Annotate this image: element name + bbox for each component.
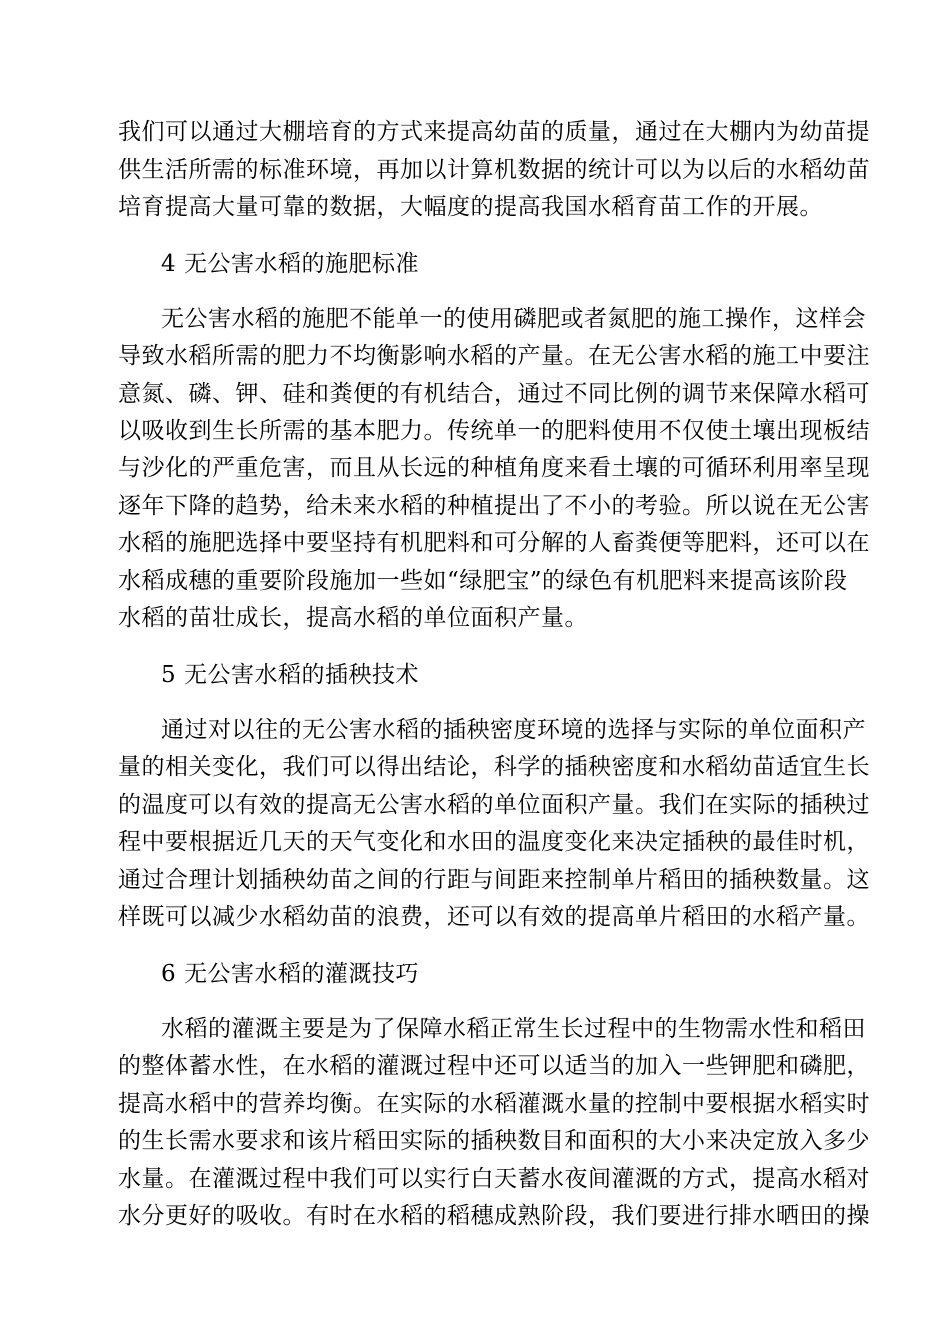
- text-line: 培育提高大量可靠的数据，大幅度的提高我国水稻育苗工作的开展。: [118, 194, 823, 220]
- text-line: 的生长需水要求和该片稻田实际的插秧数目和面积的大小来决定放入多少: [118, 1128, 870, 1154]
- text-line: 样既可以减少水稻幼苗的浪费，还可以有效的提高单片稻田的水稻产量。: [118, 904, 870, 930]
- text-line: 意氮、磷、钾、硅和粪便的有机结合，通过不同比例的调节来保障水稻可: [118, 381, 870, 407]
- text-line: 水稻成穗的重要阶段施加一些如“绿肥宝”的绿色有机肥料来提高该阶段: [118, 568, 848, 594]
- text-line: 我们可以通过大棚培育的方式来提高幼苗的质量，通过在大棚内为幼苗提: [118, 119, 870, 145]
- section-heading: 6 无公害水稻的灌溉技巧: [161, 961, 419, 987]
- text-line: 的温度可以有效的提高无公害水稻的单位面积产量。我们在实际的插秧过: [118, 792, 870, 818]
- text-line: 水量。在灌溉过程中我们可以实行白天蓄水夜间灌溉的方式，提高水稻对: [118, 1166, 870, 1192]
- text-line: 提高水稻中的营养均衡。在实际的水稻灌溉水量的控制中要根据水稻实时: [118, 1091, 870, 1117]
- text-line: 通过对以往的无公害水稻的插秧密度环境的选择与实际的单位面积产: [161, 717, 866, 743]
- section-heading: 5 无公害水稻的插秧技术: [161, 662, 419, 688]
- text-line: 逐年下降的趋势，给未来水稻的种植提出了不小的考验。所以说在无公害: [118, 493, 870, 519]
- text-line: 量的相关变化，我们可以得出结论，科学的插秧密度和水稻幼苗适宜生长: [118, 754, 870, 780]
- text-line: 以吸收到生长所需的基本肥力。传统单一的肥料使用不仅使土壤出现板结: [118, 418, 870, 444]
- text-line: 水稻的施肥选择中要坚持有机肥料和可分解的人畜粪便等肥料，还可以在: [118, 530, 870, 556]
- text-line: 程中要根据近几天的天气变化和水田的温度变化来决定插秧的最佳时机，: [118, 829, 870, 855]
- text-line: 水稻的苗壮成长，提高水稻的单位面积产量。: [118, 605, 588, 631]
- text-line: 导致水稻所需的肥力不均衡影响水稻的产量。在无公害水稻的施工中要注: [118, 343, 870, 369]
- text-line: 与沙化的严重危害，而且从长远的种植角度来看土壤的可循环利用率呈现: [118, 455, 870, 481]
- text-line: 水稻的灌溉主要是为了保障水稻正常生长过程中的生物需水性和稻田: [161, 1016, 866, 1042]
- text-line: 水分更好的吸收。有时在水稻的稻穗成熟阶段，我们要进行排水晒田的操: [118, 1203, 870, 1229]
- text-line: 的整体蓄水性，在水稻的灌溉过程中还可以适当的加入一些钾肥和磷肥，: [118, 1053, 870, 1079]
- text-line: 供生活所需的标准环境，再加以计算机数据的统计可以为以后的水稻幼苗: [118, 157, 870, 183]
- section-heading: 4 无公害水稻的施肥标准: [161, 251, 419, 277]
- text-line: 通过合理计划插秧幼苗之间的行距与间距来控制单片稻田的插秧数量。这: [118, 867, 870, 893]
- text-line: 无公害水稻的施肥不能单一的使用磷肥或者氮肥的施工操作，这样会: [161, 306, 866, 332]
